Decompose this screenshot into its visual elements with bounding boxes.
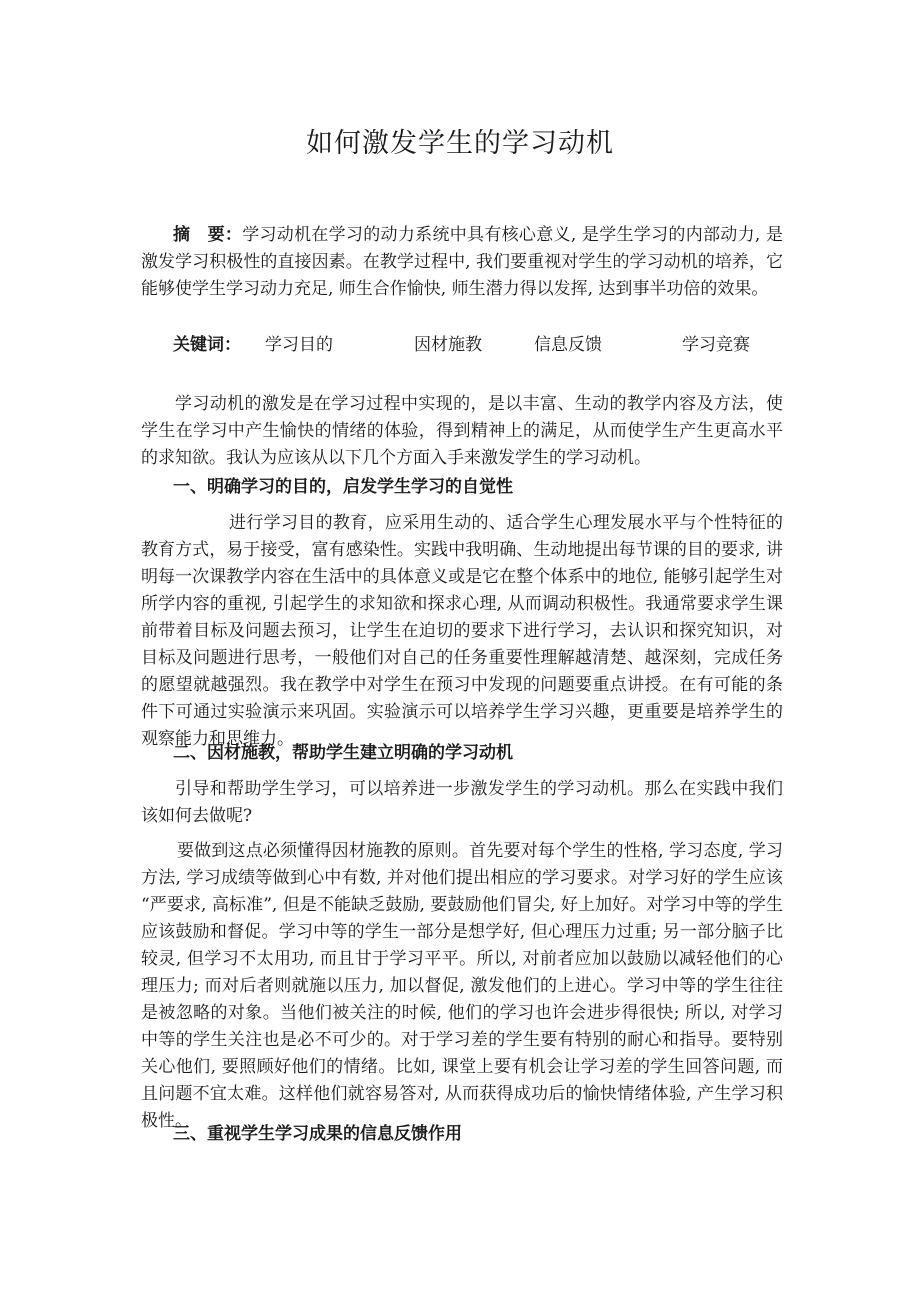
section-heading-3: 三、重视学生学习成果的信息反馈作用 <box>173 1124 462 1144</box>
section-2-paragraph-1: 引导和帮助学生学习，可以培养进一步激发学生的学习动机。那么在实践中我们该如何去做呢? <box>141 779 783 826</box>
keywords-label: 关键词： <box>173 335 241 355</box>
keyword-item: 信息反馈 <box>534 335 602 355</box>
intro-paragraph: 学习动机的激发是在学习过程中实现的，是以丰富、生动的教学内容及方法，使学生在学习中产生愉快的情绪的体验，得到精神上的满足，从而使学生产生更高水平的求知欲。我认为应该从以下几个方面入手来激发学生的学习动机。 <box>141 394 783 468</box>
section-1-paragraph: 进行学习目的教育，应采用生动的、适合学生心理发展水平与个性特征的教育方式，易于接受，富有感染性。实践中我明确、生动地提出每节课的目的要求, 讲明每一次课教学内容在生活中的具体意义或是它在整个体系中的地位, 能够引起学生对所学内容的重视, 引起学生的求知欲和探求心理, 从而调动积极性。我通常要求学生课前带着目标及问题去预习，让学生在迫切的要求下进行学习，去认识和探究知识，对目标及问题进行思考，一般他们对自己的任务重要性理解越清楚、越深刻，完成任务的愿望就越强烈。我在教学中对学生在预习中发现的问题要重点讲授。在有可能的条件下可通过实验演示来巩固。实验演示可以培养学生学习兴趣，更重要是培养学生的观察能力和思维力。 <box>141 513 783 749</box>
abstract <box>141 222 783 303</box>
keywords <box>173 332 750 359</box>
section-2-paragraph-2: 要做到这点必须懂得因材施教的原则。首先要对每个学生的性格, 学习态度, 学习方法, 学习成绩等做到心中有数, 并对他们提出相应的学习要求。对学习好的学生应该 “严要求, 高标准”, 但是不能缺乏鼓励, 要鼓励他们冒尖, 好上加好。对学习中等的学生应该鼓励和督促。学习中等的学生一部分是想学好, 但心理压力过重; 另一部分脑子比较灵, 但学习不太用功, 而且甘于学习平平。所以, 对前者应加以鼓励以减轻他们的心理压力; 而对后者则就施以压力, 加以督促, 激发他们的上进心。学习中等的学生往往是被忽略的对象。当他们被关注的时候, 他们的学习也许会进步得很快; 所以, 对学习中等的学生关注也是必不可少的。对于学习差的学生要有特别的耐心和指导。要特别关心他们, 要照顾好他们的情绪。比如, 课堂上要有机会让学习差的学生回答问题, 而且问题不宜太难。这样他们就容易答对, 从而获得成功后的愉快情绪体验, 产生学习积极性。 <box>141 841 783 1131</box>
keyword-item: 因材施教 <box>414 335 482 355</box>
keyword-item: 学习竞赛 <box>682 335 750 355</box>
section-heading-1: 一、明确学习的目的，启发学生学习的自觉性 <box>173 477 513 497</box>
abstract-text: 学习动机在学习的动力系统中具有核心意义, 是学生学习的内部动力, 是激发学习积极性的直接因素。在教学过程中, 我们要重视对学生的学习动机的培养，它能够使学生学习动力充足, 师生合作愉快, 师生潜力得以发挥, 达到事半功倍的效果。 <box>141 225 783 299</box>
section-heading-2: 二、因材施教，帮助学生建立明确的学习动机 <box>173 743 513 763</box>
document-title: 如何激发学生的学习动机 <box>306 128 614 159</box>
abstract-label: 摘 要： <box>173 225 243 245</box>
keyword-item: 学习目的 <box>265 335 333 355</box>
